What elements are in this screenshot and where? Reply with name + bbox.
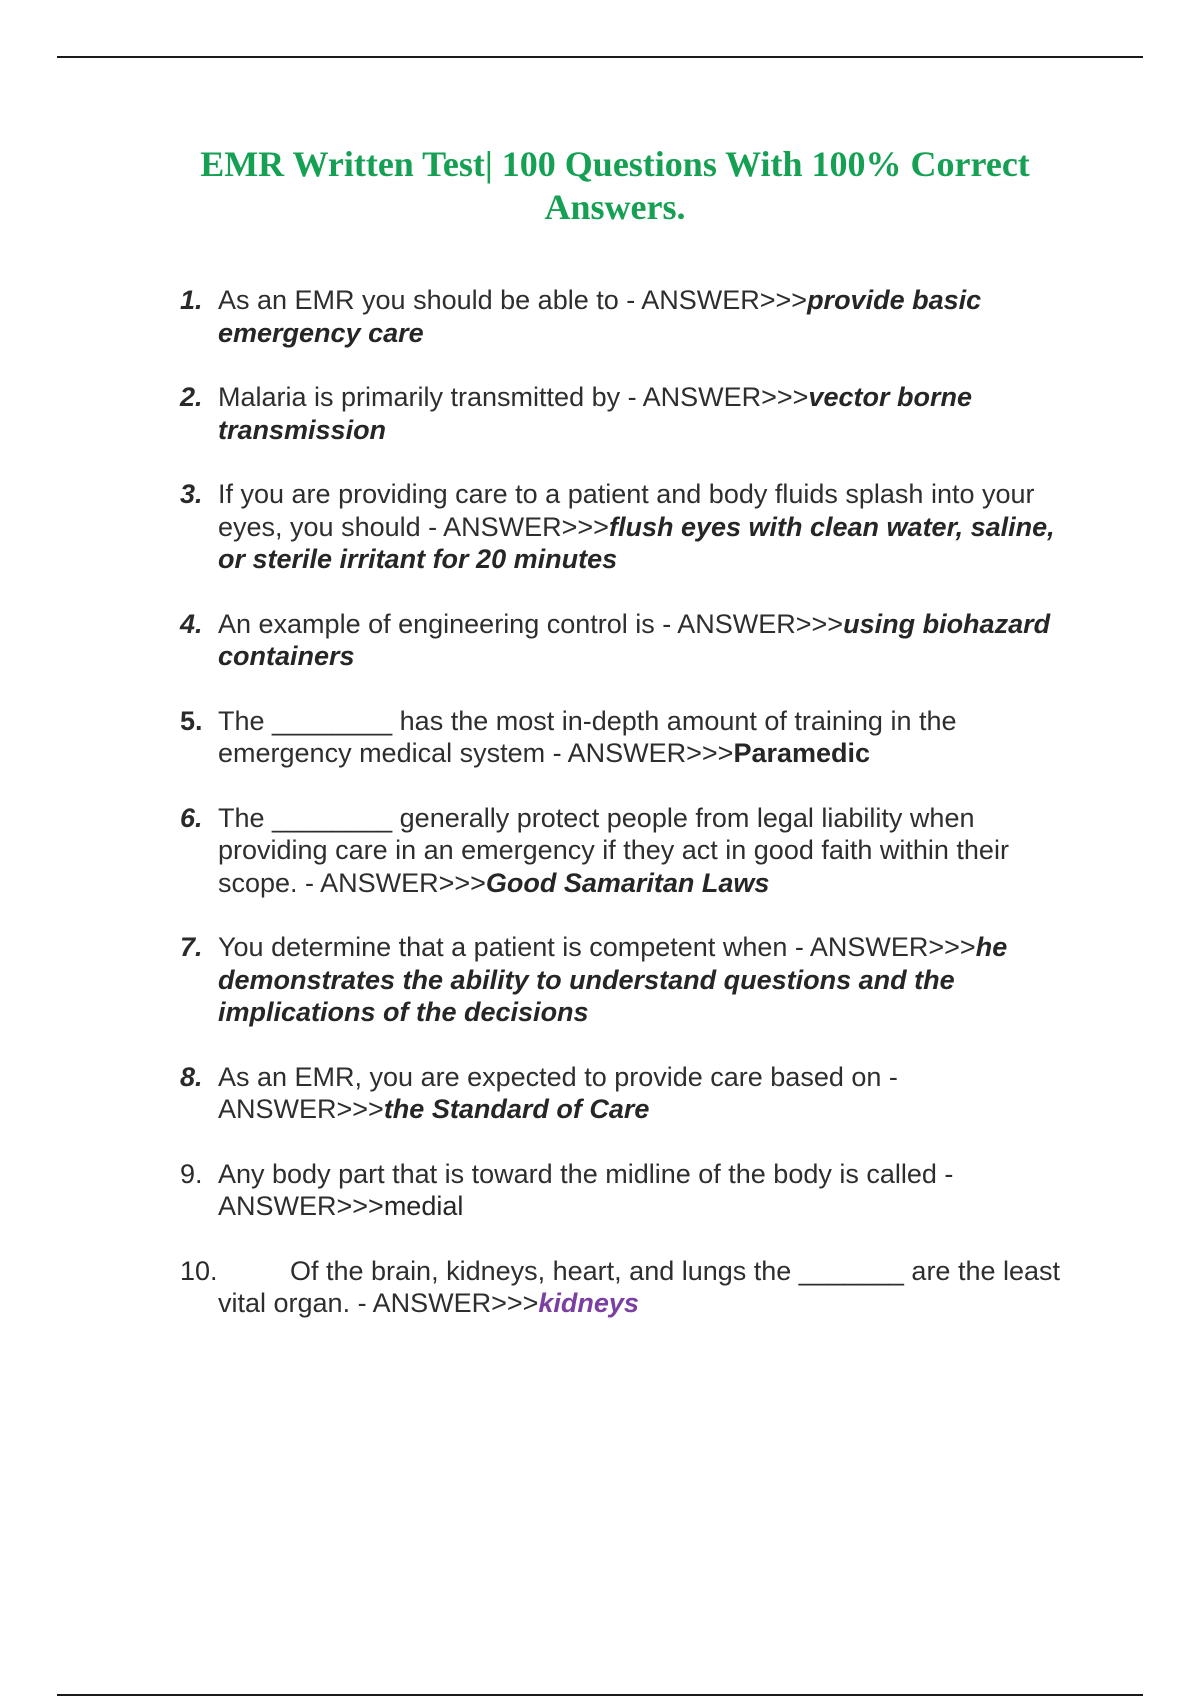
header-rule [57,56,1143,58]
answer-text: Good Samaritan Laws [485,867,770,898]
question-number: 1. [180,285,203,315]
answer-prefix: ANSWER>>> [320,867,486,898]
answer-text: kidneys [538,1288,639,1318]
answer-text: provide basic emergency care [218,285,982,348]
question-number: 4. [180,608,203,639]
answer-text: flush eyes with clean water, saline, or sterile irritant for 20 minutes [218,511,1055,574]
question-number: 10. [180,1255,218,1286]
question-item [180,1158,1080,1223]
question-item [180,1061,1080,1126]
answer-prefix: ANSWER>>> [642,382,809,412]
question-text: As an EMR, you are expected to provide care based on - [218,1061,898,1092]
question-number: 6. [180,802,203,833]
answer-prefix: ANSWER>>> [641,285,808,315]
answer-text: using biohazard containers [218,608,1051,671]
question-number: 9. [180,1158,203,1189]
question-item [180,931,1080,1029]
question-text: An example of engineering control is - [218,608,678,639]
question-item [180,1255,1080,1320]
question-item [180,284,1080,349]
answer-prefix: ANSWER>>> [567,738,734,768]
answer-prefix: ANSWER>>> [218,1094,384,1124]
answer-text: he demonstrates the ability to understand questions and the implications of the decisions [218,932,1008,1027]
question-text: Any body part that is toward the midline of the body is called - [218,1158,954,1189]
question-number: 3. [180,479,203,509]
question-text: As an EMR you should be able to - [218,285,642,315]
question-number: 7. [180,932,203,962]
answer-text: vector borne transmission [218,382,972,445]
question-text: Of the brain, kidneys, heart, and lungs the _______ are the least vital organ. - [218,1255,1061,1318]
document-title: EMR Written Test| 100 Questions With 100% Correct Answers. [200,144,1030,227]
question-number: 5. [180,705,203,736]
answer-prefix: ANSWER>>> [218,1191,384,1221]
question-text: Malaria is primarily transmitted by - [218,382,643,412]
answer-text: medial [383,1191,464,1221]
question-text: The ________ has the most in-depth amount of training in the emergency medical system - [218,705,957,768]
answer-prefix: ANSWER>>> [677,608,844,639]
question-item [180,381,1080,446]
question-list [180,284,1080,1352]
answer-prefix: ANSWER>>> [372,1288,539,1318]
question-text: The ________ generally protect people from legal liability when providing care in an emergency if they act in good faith within their scope. - [218,802,1009,898]
answer-text: the Standard of Care [383,1094,650,1124]
answer-prefix: ANSWER>>> [443,511,609,542]
answer-text: Paramedic [733,738,871,768]
question-number: 8. [180,1061,203,1092]
question-text: You determine that a patient is competent when - [218,932,810,962]
answer-prefix: ANSWER>>> [809,932,976,962]
question-item [180,478,1080,576]
question-item [180,802,1080,900]
question-text: If you are providing care to a patient and body fluids splash into your eyes, you should - [218,479,1035,542]
question-item [180,705,1080,770]
footer-rule [57,1694,1143,1696]
question-item [180,608,1080,673]
question-number: 2. [180,382,203,412]
